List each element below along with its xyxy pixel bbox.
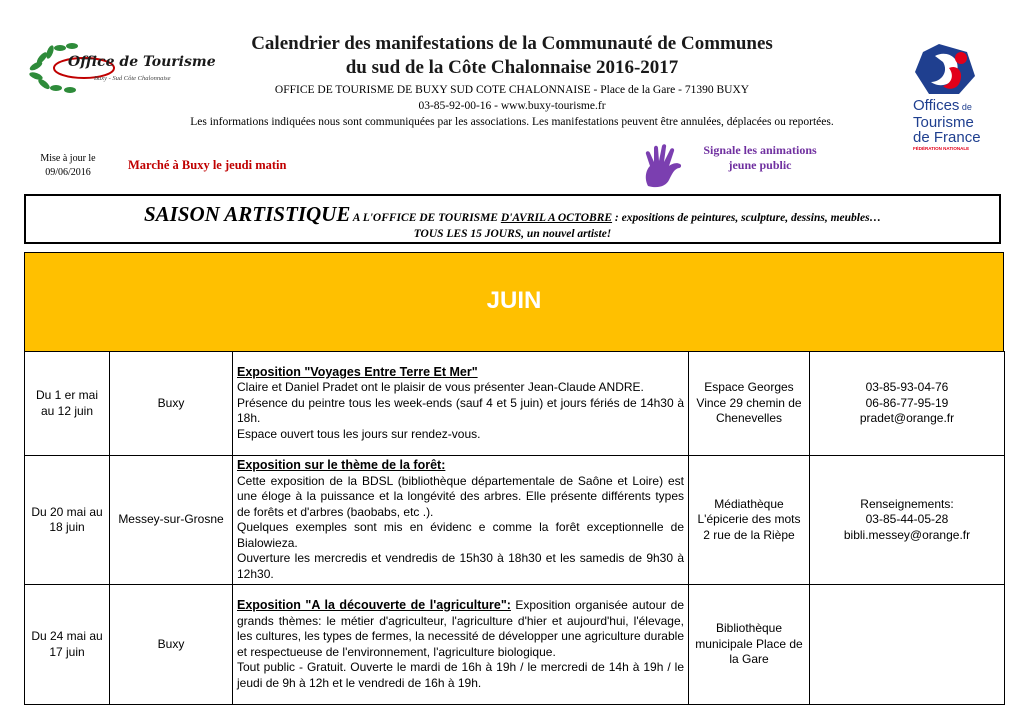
contact-line: Renseignements:	[860, 496, 954, 511]
event-contact	[810, 352, 1005, 456]
event-place: Médiathèque L'épicerie des mots 2 rue de la Rièpe	[689, 456, 810, 585]
event-line: Présence du peintre tous les week-ends (sauf 4 et 5 juin) et jours fériés de 14h30 à 18h.	[237, 395, 684, 426]
event-line: Quelques exemples sont mis en évidenc e comme la forêt exceptionnelle de Bialowieza.	[237, 520, 684, 550]
contact-line: 03-85-44-05-28	[865, 512, 949, 527]
logo-right-line1b: de	[961, 102, 972, 112]
disclaimer: Les informations indiquées nous sont communiquées par les associations. Les manifestations peuvent être annulées, déplacées ou reportées.	[190, 116, 834, 128]
event-town: Buxy	[110, 352, 233, 456]
event-date: Du 1 er mai au 12 juin	[25, 352, 110, 456]
event-inline-text: Exposition organisée autour de grands thèmes: le métier d'agriculteur, l'agriculture d'hier et aujourd'hui, l'élevage, les cultures, les types de fermes, la necessité de développer une agriculture durable et respectueuse de l'environnement, l'agriculture biologique.	[237, 598, 684, 659]
saison-period: D'AVRIL A OCTOBRE	[500, 212, 613, 224]
saison-line2: TOUS LES 15 JOURS, un nouvel artiste!	[413, 228, 612, 240]
event-date: Du 20 mai au 18 juin	[25, 456, 110, 585]
logo-right-line2: Tourisme	[913, 114, 974, 131]
saison-artistique-box	[24, 194, 1001, 244]
saison-part1: A L'OFFICE DE TOURISME	[352, 212, 498, 224]
event-line: Ouverture les mercredis et vendredis de 15h30 à 18h30 et les samedis de 9h30 à 12h30.	[237, 551, 684, 581]
table-row	[25, 352, 1005, 456]
month-label: JUIN	[486, 287, 542, 314]
saison-part3: : expositions de peintures, sculpture, dessins, meubles…	[614, 212, 882, 224]
event-line: Claire et Daniel Pradet ont le plaisir de vous présenter Jean-Claude ANDRE.	[237, 380, 644, 395]
logo-left-subtitle: Buxy - Sud Côte Chalonnaise	[94, 75, 171, 82]
event-line: Tout public - Gratuit. Ouverte le mardi de 16h à 19h / le mercredi de 14h à 19h / le jeudi de 9h à 12h et le vendredi de 16h à 19h.	[237, 660, 684, 690]
update-label: Mise à jour le	[40, 153, 96, 164]
market-note: Marché à Buxy le jeudi matin	[128, 158, 287, 172]
contact-line: bibli.messey@orange.fr	[843, 527, 971, 542]
page-subtitle: du sud de la Côte Chalonnaise 2016-2017	[345, 57, 679, 78]
event-town: Messey-sur-Grosne	[110, 456, 233, 585]
france-hexagon-icon	[905, 42, 985, 98]
offices-de-tourisme-de-france-logo	[905, 42, 985, 154]
saison-title: SAISON ARTISTIQUE	[143, 202, 351, 226]
purple-hand-icon	[636, 142, 688, 190]
month-banner	[24, 252, 1004, 352]
event-title: Exposition "Voyages Entre Terre Et Mer"	[237, 364, 478, 379]
table-row	[25, 456, 1005, 585]
event-contact	[810, 456, 1005, 585]
page-title: Calendrier des manifestations de la Communauté de Communes	[251, 33, 773, 54]
event-description	[233, 585, 689, 705]
contact-line: 06-86-77-95-19	[865, 395, 949, 410]
update-date: 09/06/2016	[45, 167, 91, 178]
event-description	[233, 456, 689, 585]
event-place: Espace Georges Vince 29 chemin de Chenevelles	[689, 352, 810, 456]
event-title: Exposition "A la découverte de l'agriculture":	[237, 598, 511, 612]
event-date: Du 24 mai au 17 juin	[25, 585, 110, 705]
logo-right-line3: de France	[913, 129, 981, 146]
event-description	[233, 352, 689, 456]
event-place: Bibliothèque municipale Place de la Gare	[689, 585, 810, 705]
logo-right-line1: Offices	[913, 97, 960, 114]
events-table	[24, 351, 1005, 705]
event-title: Exposition sur le thème de la forêt:	[237, 458, 446, 472]
contact-line: 03-85-93-04-76	[865, 380, 949, 395]
event-line: Cette exposition de la BDSL (bibliothèque départementale de Saône et Loire) est une éloge à la puissance et la longévité des arbres. Elle présente différents types de forêts et d'arbres (baobabs, etc .).	[237, 473, 684, 519]
office-contact: 03-85-92-00-16 - www.buxy-tourisme.fr	[418, 100, 606, 112]
update-info	[28, 152, 108, 180]
event-contact	[810, 585, 1005, 705]
office-address: OFFICE DE TOURISME DE BUXY SUD COTE CHALONNAISE - Place de la Gare - 71390 BUXY	[274, 84, 750, 96]
event-town: Buxy	[110, 585, 233, 705]
logo-right-federation: FÉDÉRATION NATIONALE	[913, 146, 970, 151]
event-line: Espace ouvert tous les jours sur rendez-vous.	[237, 426, 481, 441]
table-row	[25, 585, 1005, 705]
signal-jeune-public: Signale les animations jeune public	[703, 143, 817, 172]
logo-left-text: Office de Tourisme	[68, 54, 216, 70]
contact-line: pradet@orange.fr	[859, 411, 955, 426]
